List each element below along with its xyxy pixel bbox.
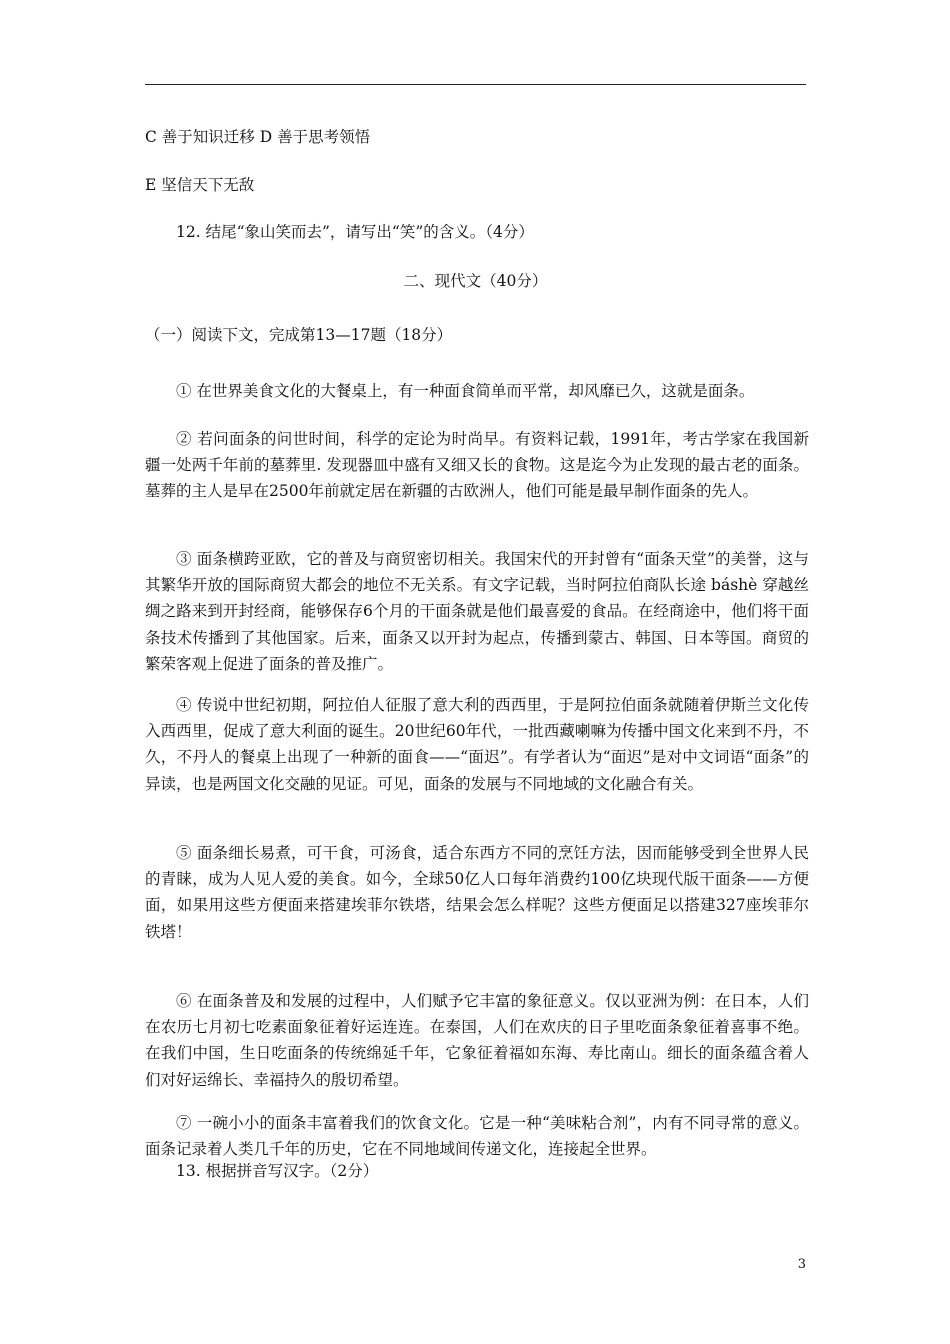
paragraph-4: ④ 传说中世纪初期，阿拉伯人征服了意大利的西西里，于是阿拉伯面条就随着伊斯兰文化传入西西里，促成了意大利面的诞生。20世纪60年代，一批西藏喇嘛为传播中国文化来到不丹，不久，不丹人的餐桌上出现了一种新的面食——“面迟”。有学者认为“面迟”是对中文词语“面条”的异读，也是两国文化交融的见证。可见，面条的发展与不同地域的文化融合有关。 bbox=[145, 696, 809, 793]
paragraph-5: ⑤ 面条细长易煮，可干食，可汤食，适合东西方不同的烹饪方法，因而能够受到全世界人民的青睐，成为人见人爱的美食。如今，全球50亿人口每年消费约100亿块现代版干面条——方便面，如果用这些方便面来搭建埃菲尔铁塔，结果会怎么样呢？这些方便面足以搭建327座埃菲尔铁塔！ bbox=[145, 844, 809, 941]
section-title: 二、现代文（40分） bbox=[403, 272, 548, 290]
paragraph-3: ③ 面条横跨亚欧，它的普及与商贸密切相关。我国宋代的开封曾有“面条天堂”的美誉，这与其繁华开放的国际商贸大都会的地位不无关系。有文字记载，当时阿拉伯商队长途 báshè 穿越丝绸之路来到开封经商，能够保存6个月的干面条就是他们最喜爱的食品。在经商途中，他们将干面条技术传播到了其他国家。后来，面条又以开封为起点，传播到蒙古、韩国、日本等国。商贸的繁荣客观上促进了面条的普及推广。 bbox=[145, 550, 809, 673]
question-13: 13. 根据拼音写汉字。（2分） bbox=[176, 1162, 379, 1180]
option-e: E 坚信天下无敌 bbox=[145, 176, 255, 194]
question-12: 12. 结尾“象山笑而去”，请写出“笑”的含义。（4分） bbox=[176, 223, 534, 241]
paragraph-1: ① 在世界美食文化的大餐桌上，有一种面食简单而平常，却风靡已久，这就是面条。 bbox=[176, 382, 755, 400]
paragraph-6: ⑥ 在面条普及和发展的过程中，人们赋予它丰富的象征意义。仅以亚洲为例：在日本，人们在农历七月初七吃素面象征着好运连连。在泰国，人们在欢庆的日子里吃面条象征着喜事不绝。在我们中国，生日吃面条的传统绵延千年，它象征着福如东海、寿比南山。细长的面条蕴含着人们对好运绵长、幸福持久的殷切希望。 bbox=[145, 992, 809, 1089]
reading-intro: （一）阅读下文，完成第13—17题（18分） bbox=[145, 326, 453, 344]
header-rule bbox=[145, 84, 806, 85]
paragraph-2: ② 若问面条的问世时间，科学的定论为时尚早。有资料记载，1991年，考古学家在我国新疆一处两千年前的墓葬里. 发现器皿中盛有又细又长的食物。这是迄今为止发现的最古老的面条。墓葬的主人是早在2500年前就定居在新疆的古欧洲人，他们可能是最早制作面条的先人。 bbox=[145, 430, 809, 501]
page-number: 3 bbox=[797, 1257, 806, 1272]
options-c-d: C 善于知识迁移 D 善于思考领悟 bbox=[145, 128, 371, 146]
paragraph-7: ⑦ 一碗小小的面条丰富着我们的饮食文化。它是一种“美味粘合剂”，内有不同寻常的意义。面条记录着人类几千年的历史，它在不同地域间传递文化，连接起全世界。 bbox=[145, 1114, 809, 1159]
